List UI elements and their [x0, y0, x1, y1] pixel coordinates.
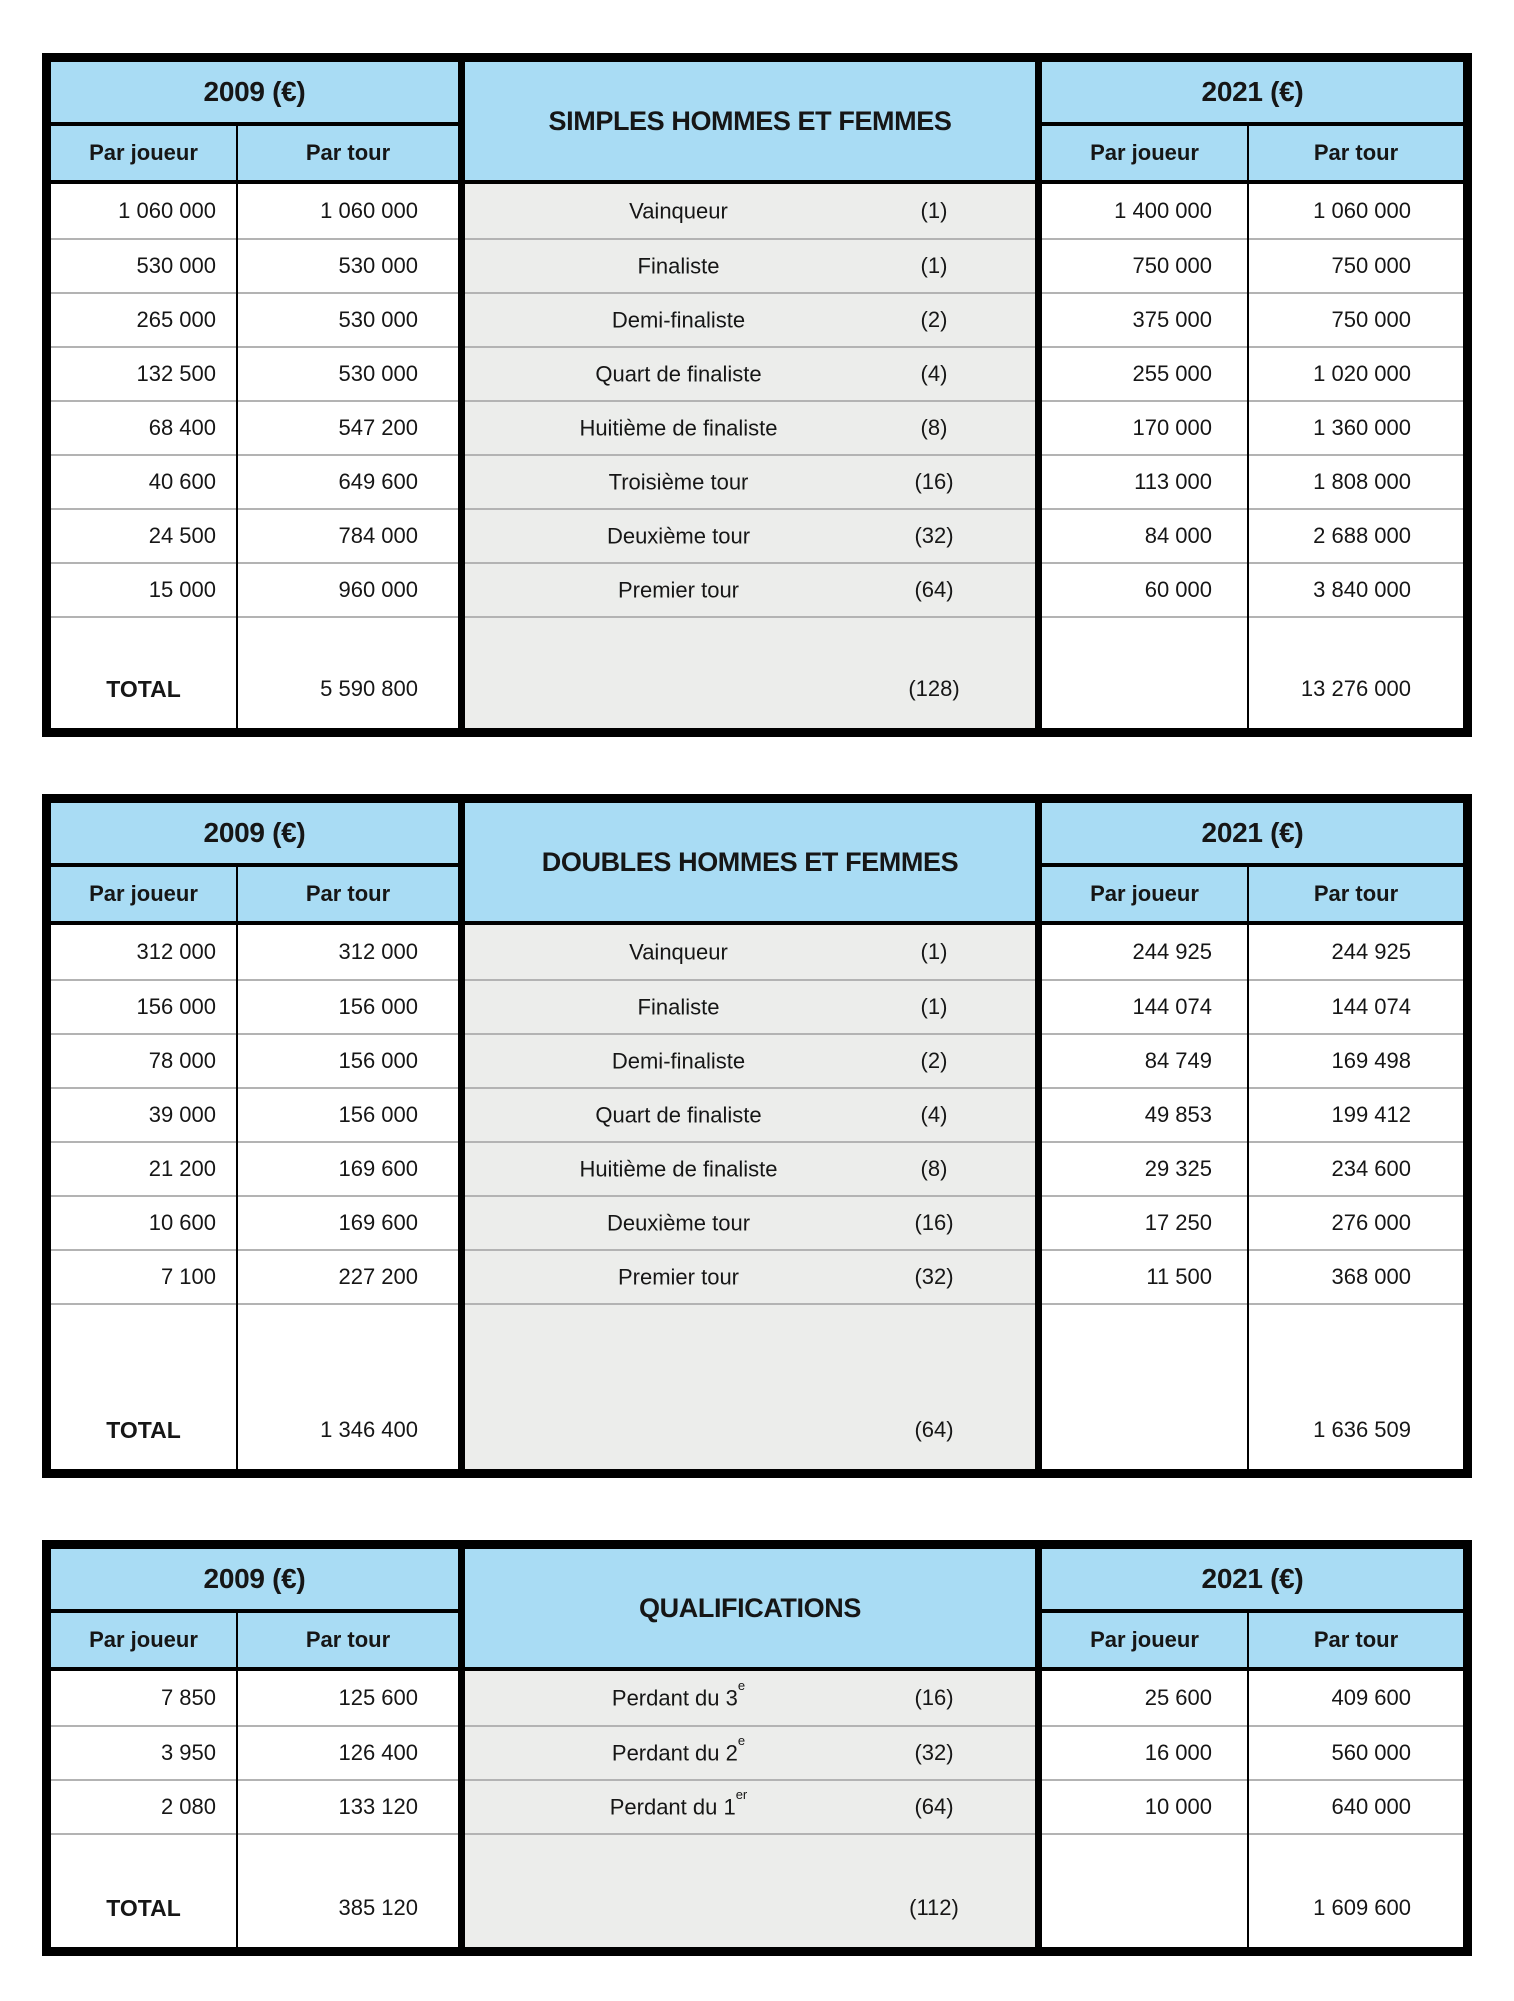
column-header-2021-par-joueur: Par joueur — [1042, 126, 1247, 184]
spacer-cell — [238, 1303, 458, 1403]
total-label: TOTAL — [106, 675, 181, 702]
cell-2009-par-tour: 133 120 — [238, 1779, 458, 1833]
cell-2009-par-joueur: 68 400 — [51, 400, 236, 454]
thick-divider-left — [458, 62, 465, 728]
player-count: (8) — [920, 415, 948, 440]
player-count: (4) — [920, 1102, 948, 1127]
round-label-text: Deuxième tour — [606, 523, 751, 549]
round-label — [479, 523, 878, 549]
cell-2021-par-joueur: 750 000 — [1042, 238, 1247, 292]
player-count: (2) — [920, 1048, 948, 1073]
thick-divider-right — [1035, 62, 1042, 728]
round-cell — [465, 1087, 1035, 1141]
round-label — [479, 1677, 878, 1711]
round-cell — [465, 1671, 1035, 1725]
round-cell — [465, 562, 1035, 616]
round-label-text: Perdant du 1 — [609, 1794, 736, 1820]
cell-2009-par-tour: 156 000 — [238, 1087, 458, 1141]
cell-2021-par-joueur: 49 853 — [1042, 1087, 1247, 1141]
spacer-cell — [1042, 616, 1247, 662]
cell-2009-par-tour: 156 000 — [238, 1033, 458, 1087]
cell-2009-par-tour: 125 600 — [338, 1685, 418, 1710]
cell-2021-par-tour: 640 000 — [1249, 1779, 1463, 1833]
cell-2009-par-tour: 649 600 — [238, 454, 458, 508]
cell-2009-par-tour: 547 200 — [238, 400, 458, 454]
cell-2009-par-tour: 530 000 — [238, 238, 458, 292]
round-cell — [465, 508, 1035, 562]
cell-2021-par-tour: 1 020 000 — [1249, 346, 1463, 400]
cell-2009-par-joueur: 24 500 — [51, 508, 236, 562]
spacer-cell — [51, 616, 236, 662]
total-label: TOTAL — [106, 1416, 181, 1443]
cell-2021-par-joueur: 11 500 — [1042, 1249, 1247, 1303]
year-header-2009: 2009 (€) — [51, 803, 458, 867]
table-doubles — [42, 794, 1472, 1478]
cell-2021-par-joueur: 16 000 — [1042, 1725, 1247, 1779]
round-cell — [465, 1141, 1035, 1195]
cell-2009-par-joueur: 15 000 — [51, 562, 236, 616]
total-round-cell — [465, 1403, 1035, 1457]
round-label — [479, 1048, 878, 1074]
round-label — [479, 939, 878, 965]
column-header-2009-par-joueur: Par joueur — [51, 867, 236, 925]
player-count: (16) — [914, 1685, 954, 1710]
cell-2009-par-joueur: 3 950 — [51, 1725, 236, 1779]
cell-2009-par-tour: 530 000 — [238, 346, 458, 400]
player-count: (64) — [914, 577, 954, 602]
round-label — [479, 1786, 878, 1820]
table-title-doubles: DOUBLES HOMMES ET FEMMES — [465, 803, 1035, 925]
player-count: (64) — [914, 1794, 954, 1819]
cell-2021-par-tour: 234 600 — [1249, 1141, 1463, 1195]
cell-2021-par-joueur: 170 000 — [1042, 400, 1247, 454]
column-header-2009-par-joueur: Par joueur — [51, 1613, 236, 1671]
cell-2021-par-tour: 560 000 — [1249, 1725, 1463, 1779]
player-count: (4) — [920, 361, 948, 386]
player-count: (32) — [914, 1264, 954, 1289]
prize-money-tables — [42, 53, 1472, 1956]
spacer-cell — [1042, 1833, 1247, 1881]
cell-2021-par-joueur: 84 000 — [1042, 508, 1247, 562]
cell-2021-par-tour: 750 000 — [1249, 238, 1463, 292]
cell-2009-par-joueur: 132 500 — [51, 346, 236, 400]
cell-2009-par-joueur: 2 080 — [51, 1779, 236, 1833]
year-header-2009: 2009 (€) — [51, 1549, 458, 1613]
spacer-cell — [465, 1833, 1035, 1881]
cell-2021-par-tour: 1 808 000 — [1249, 454, 1463, 508]
table-qualifications — [42, 1540, 1472, 1956]
round-cell — [465, 1725, 1035, 1779]
cell-2009-par-joueur: 530 000 — [51, 238, 236, 292]
column-header-2021-par-tour: Par tour — [1249, 867, 1463, 925]
table-title-simples: SIMPLES HOMMES ET FEMMES — [465, 62, 1035, 184]
round-label — [479, 994, 878, 1020]
cell-2009-par-joueur: 40 600 — [51, 454, 236, 508]
cell-2009-par-tour: 312 000 — [338, 939, 418, 964]
round-label-text: Finaliste — [637, 253, 720, 279]
player-count: (16) — [914, 469, 954, 494]
round-label — [479, 253, 878, 279]
cell-2021-par-tour: 3 840 000 — [1249, 562, 1463, 616]
cell-2009-par-tour: 784 000 — [238, 508, 458, 562]
round-label — [479, 415, 878, 441]
column-header-2021-par-tour: Par tour — [1249, 1613, 1463, 1671]
round-label-text: Deuxième tour — [606, 1210, 751, 1236]
round-cell — [465, 346, 1035, 400]
cell-2009-par-tour: 530 000 — [238, 292, 458, 346]
round-label — [479, 361, 878, 387]
cell-2009-par-joueur: 7 850 — [160, 1685, 216, 1710]
cell-2021-par-joueur: 1 400 000 — [1114, 198, 1212, 223]
cell-2009-par-joueur: 39 000 — [51, 1087, 236, 1141]
cell-2021-par-tour: 2 688 000 — [1249, 508, 1463, 562]
cell-2021-par-joueur: 375 000 — [1042, 292, 1247, 346]
total-round-cell — [465, 662, 1035, 716]
thick-divider-left — [458, 1549, 465, 1947]
cell-2009-par-tour: 126 400 — [238, 1725, 458, 1779]
cell-2021-par-tour: 144 074 — [1249, 979, 1463, 1033]
round-label — [479, 307, 878, 333]
round-label-text: Huitième de finaliste — [579, 1156, 778, 1182]
round-cell — [465, 184, 1035, 238]
cell-2009-par-joueur: 312 000 — [136, 939, 216, 964]
round-cell — [465, 1249, 1035, 1303]
cell-2021-par-tour: 1 360 000 — [1249, 400, 1463, 454]
total-player-count: (64) — [914, 1417, 954, 1442]
cell-2021-par-joueur: 60 000 — [1042, 562, 1247, 616]
player-count: (8) — [920, 1156, 948, 1181]
cell-2009-par-joueur: 156 000 — [51, 979, 236, 1033]
round-label-text: Premier tour — [617, 1264, 740, 1290]
total-2021-par-joueur-empty — [1042, 1881, 1247, 1935]
total-2021-par-tour: 1 609 600 — [1313, 1895, 1411, 1920]
total-2009-par-tour: 5 590 800 — [320, 676, 418, 701]
thick-divider-right — [1035, 1549, 1042, 1947]
player-count: (32) — [914, 1740, 954, 1765]
cell-2021-par-tour: 199 412 — [1249, 1087, 1463, 1141]
round-cell — [465, 1033, 1035, 1087]
cell-2009-par-tour: 169 600 — [238, 1141, 458, 1195]
round-label-text: Premier tour — [617, 577, 740, 603]
player-count: (1) — [920, 994, 948, 1019]
total-2021-par-joueur-empty — [1042, 662, 1247, 716]
total-player-count: (112) — [909, 1895, 959, 1920]
cell-2021-par-joueur: 255 000 — [1042, 346, 1247, 400]
round-label-text: Vainqueur — [629, 198, 728, 224]
cell-2009-par-joueur: 265 000 — [51, 292, 236, 346]
spacer-cell — [465, 616, 1035, 662]
table-simples — [42, 53, 1472, 737]
spacer-cell — [238, 1833, 458, 1881]
spacer-cell — [465, 1303, 1035, 1403]
cell-2009-par-joueur: 1 060 000 — [118, 198, 216, 223]
cell-2021-par-tour: 750 000 — [1249, 292, 1463, 346]
table-title-qualifications: QUALIFICATIONS — [465, 1549, 1035, 1671]
column-header-2009-par-tour: Par tour — [238, 126, 458, 184]
round-label-text: Finaliste — [637, 994, 720, 1020]
spacer-cell — [1249, 1833, 1463, 1881]
column-header-2009-par-joueur: Par joueur — [51, 126, 236, 184]
round-cell — [465, 292, 1035, 346]
round-label — [479, 469, 878, 495]
total-round-cell — [465, 1881, 1035, 1935]
total-player-count: (128) — [908, 676, 960, 701]
column-header-2009-par-tour: Par tour — [238, 1613, 458, 1671]
player-count: (32) — [914, 523, 954, 548]
spacer-cell — [1249, 1303, 1463, 1403]
round-cell — [465, 238, 1035, 292]
column-header-2021-par-joueur: Par joueur — [1042, 867, 1247, 925]
cell-2009-par-joueur: 7 100 — [51, 1249, 236, 1303]
player-count: (16) — [914, 1210, 954, 1235]
cell-2009-par-joueur: 21 200 — [51, 1141, 236, 1195]
round-label-superscript: er — [735, 1786, 748, 1802]
round-label — [479, 1732, 878, 1766]
round-label — [479, 1210, 878, 1236]
cell-2021-par-joueur: 244 925 — [1132, 939, 1212, 964]
round-cell — [465, 400, 1035, 454]
cell-2021-par-joueur: 113 000 — [1042, 454, 1247, 508]
round-cell — [465, 454, 1035, 508]
round-label — [479, 577, 878, 603]
column-header-2021-par-tour: Par tour — [1249, 126, 1463, 184]
player-count: (1) — [920, 939, 948, 964]
round-cell — [465, 1779, 1035, 1833]
round-label-text: Perdant du 2 — [611, 1740, 738, 1766]
year-header-2021: 2021 (€) — [1042, 62, 1463, 126]
player-count: (2) — [920, 307, 948, 332]
cell-2021-par-joueur: 10 000 — [1042, 1779, 1247, 1833]
total-2021-par-joueur-empty — [1042, 1403, 1247, 1457]
cell-2009-par-joueur: 10 600 — [51, 1195, 236, 1249]
cell-2009-par-tour: 227 200 — [238, 1249, 458, 1303]
cell-2021-par-joueur: 25 600 — [1144, 1685, 1212, 1710]
cell-2021-par-tour: 276 000 — [1249, 1195, 1463, 1249]
round-cell — [465, 925, 1035, 979]
round-label — [479, 1156, 878, 1182]
round-cell — [465, 1195, 1035, 1249]
player-count: (1) — [920, 253, 948, 278]
cell-2021-par-tour: 244 925 — [1331, 939, 1411, 964]
round-label-superscript: e — [737, 1732, 746, 1748]
round-label — [479, 1264, 878, 1290]
spacer-cell — [238, 616, 458, 662]
cell-2021-par-tour: 169 498 — [1249, 1033, 1463, 1087]
column-header-2021-par-joueur: Par joueur — [1042, 1613, 1247, 1671]
spacer-cell — [1042, 1303, 1247, 1403]
thick-divider-left — [458, 803, 465, 1469]
cell-2021-par-tour: 1 060 000 — [1313, 198, 1411, 223]
round-label-text: Huitième de finaliste — [579, 415, 778, 441]
round-cell — [465, 979, 1035, 1033]
round-label — [479, 198, 878, 224]
total-label: TOTAL — [106, 1894, 181, 1921]
round-label-text: Perdant du 3 — [611, 1685, 738, 1711]
total-2009-par-tour: 385 120 — [338, 1895, 418, 1920]
thick-divider-right — [1035, 803, 1042, 1469]
year-header-2021: 2021 (€) — [1042, 1549, 1463, 1613]
round-label-text: Demi-finaliste — [611, 307, 746, 333]
round-label-text: Quart de finaliste — [595, 361, 762, 387]
cell-2021-par-joueur: 84 749 — [1042, 1033, 1247, 1087]
total-2021-par-tour: 13 276 000 — [1300, 676, 1411, 701]
column-header-2009-par-tour: Par tour — [238, 867, 458, 925]
year-header-2021: 2021 (€) — [1042, 803, 1463, 867]
cell-2009-par-tour: 169 600 — [238, 1195, 458, 1249]
spacer-cell — [1249, 616, 1463, 662]
round-label — [479, 1102, 878, 1128]
round-label-text: Vainqueur — [629, 939, 728, 965]
spacer-cell — [51, 1303, 236, 1403]
cell-2009-par-tour: 156 000 — [238, 979, 458, 1033]
cell-2009-par-tour: 1 060 000 — [320, 198, 418, 223]
cell-2021-par-tour: 409 600 — [1331, 1685, 1411, 1710]
round-label-text: Troisième tour — [608, 469, 749, 495]
cell-2021-par-joueur: 17 250 — [1042, 1195, 1247, 1249]
round-label-text: Demi-finaliste — [611, 1048, 746, 1074]
round-label-superscript: e — [737, 1677, 746, 1693]
total-2009-par-tour: 1 346 400 — [320, 1417, 418, 1442]
round-label-text: Quart de finaliste — [595, 1102, 762, 1128]
player-count: (1) — [920, 198, 948, 223]
year-header-2009: 2009 (€) — [51, 62, 458, 126]
cell-2009-par-joueur: 78 000 — [51, 1033, 236, 1087]
spacer-cell — [51, 1833, 236, 1881]
cell-2021-par-joueur: 29 325 — [1042, 1141, 1247, 1195]
cell-2021-par-joueur: 144 074 — [1042, 979, 1247, 1033]
cell-2009-par-tour: 960 000 — [238, 562, 458, 616]
cell-2021-par-tour: 368 000 — [1249, 1249, 1463, 1303]
total-2021-par-tour: 1 636 509 — [1313, 1417, 1411, 1442]
